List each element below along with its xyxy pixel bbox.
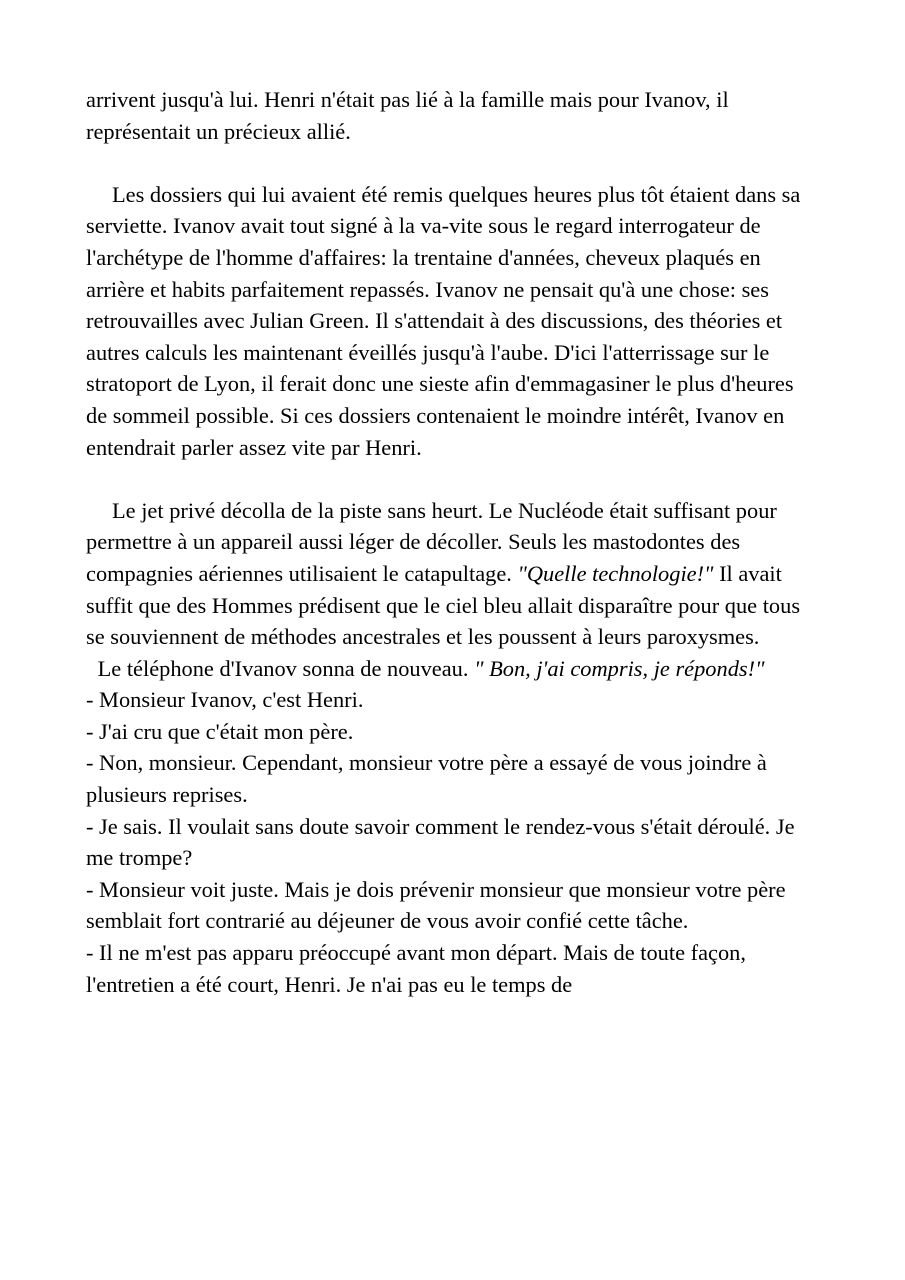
quote-bon-jai-compris: " Bon, j'ai compris, je réponds!" [474, 655, 765, 681]
paragraph-jet-prive [86, 495, 820, 653]
paragraph-jet-prive-text-a: Le jet privé décolla de la piste sans heurt. Le Nucléode était suffisant pour permettre à un appareil aussi léger de décoller. Seuls les mastodontes des compagnies aériennes utilisaient le catapultage. [86, 497, 783, 586]
paragraph-dossiers: Les dossiers qui lui avaient été remis quelques heures plus tôt étaient dans sa serviette. Ivanov avait tout signé à la va-vite sous le regard interrogateur de l'archétype de l'homme d'affaires: la trentaine d'années, cheveux plaqués en arrière et habits parfaitement repassés. Ivanov ne pensait qu'à une chose: ses retrouvailles avec Julian Green. Il s'attendait à des discussions, des théories et autres calculs les maintenant éveillés jusqu'à l'aube. D'ici l'atterrissage sur le stratoport de Lyon, il ferait donc une sieste afin d'emmagasiner le plus d'heures de sommeil possible. Si ces dossiers contenaient le moindre intérêt, Ivanov en entendrait parler assez vite par Henri. [86, 181, 806, 460]
dialogue-line: - Je sais. Il voulait sans doute savoir comment le rendez-vous s'était déroulé. Je me trompe? [86, 813, 801, 871]
paragraph-jet-prive-text-b: Il avait suffit que des Hommes prédisent que le ciel bleu allait disparaître pour que tous se souviennent de méthodes ancestrales et les poussent à leurs paroxysmes. [86, 560, 806, 650]
dialogue-line: - Non, monsieur. Cependant, monsieur votre père a essayé de vous joindre à plusieurs reprises. [86, 750, 773, 808]
text-column [86, 84, 820, 1000]
dialogue-line: - Il ne m'est pas apparu préoccupé avant mon départ. Mais de toute façon, l'entretien a été court, Henri. Je n'ai pas eu le temps de [86, 940, 752, 997]
paragraph-continuation: arrivent jusqu'à lui. Henri n'était pas lié à la famille mais pour Ivanov, il représentait un précieux allié. [86, 87, 735, 144]
dialogue-line: - Monsieur voit juste. Mais je dois prévenir monsieur que monsieur votre père semblait fort contrarié au déjeuner de vous avoir confié cette tâche. [86, 876, 792, 934]
dialogue-line: - J'ai cru que c'était mon père. [86, 718, 354, 744]
paragraph-telephone-text: Le téléphone d'Ivanov sonna de nouveau. [92, 655, 475, 681]
dialogue-line: - Monsieur Ivanov, c'est Henri. [86, 687, 364, 713]
quote-quelle-technologie: "Quelle technologie!" [517, 560, 714, 586]
paragraph-telephone [86, 653, 820, 685]
